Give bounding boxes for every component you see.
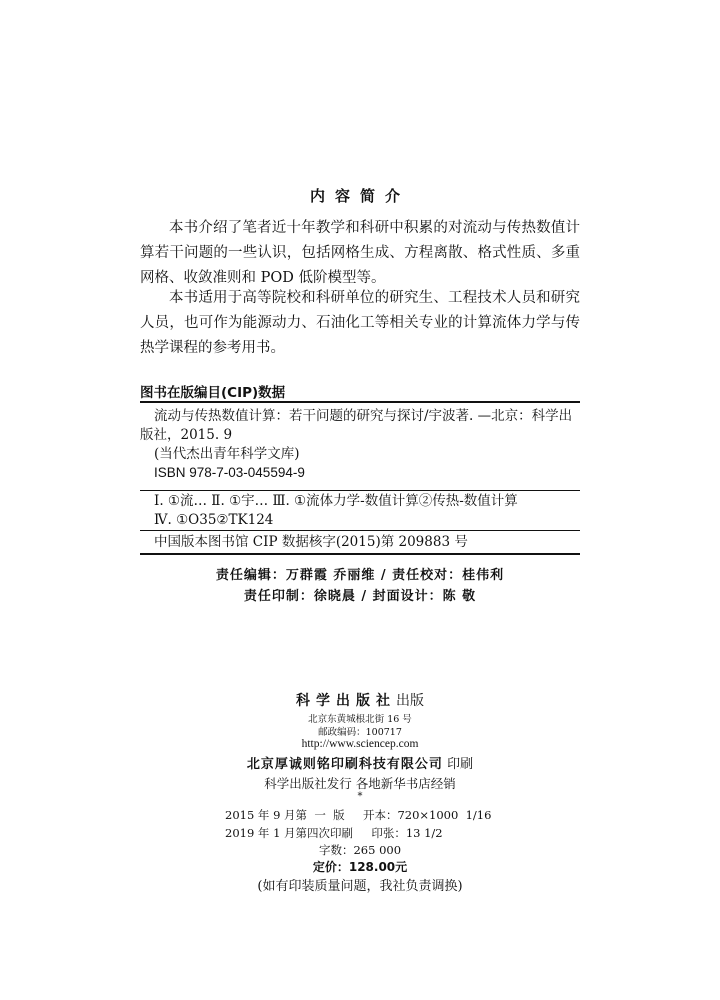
publisher-postal: 邮政编码：100717 xyxy=(318,727,402,738)
staff-line-1: 责任编辑：万群霞 乔丽维 / 责任校对：桂伟利 xyxy=(215,568,505,583)
price: 定价：128.00元 xyxy=(312,860,408,874)
cip-classification xyxy=(154,492,580,530)
edition-line-2: 2019 年 1 月第四次印刷 印张：13 1/2 xyxy=(225,826,443,840)
quality-note: (如有印装质量问题，我社负责调换) xyxy=(257,879,463,894)
publisher-address: 北京东黄城根北街 16 号 xyxy=(308,714,412,725)
publisher-url: http://www.sciencep.com xyxy=(301,738,419,750)
publisher-name: 科学出版社 xyxy=(296,693,396,709)
cip-top-rule xyxy=(140,401,580,403)
cip-entry: 流动与传热数值计算：若干问题的研究与探讨/宇波著. —北京：科学出版社，2015. 9 xyxy=(140,408,573,443)
cip-classification-line-2: Ⅳ. ①O35②TK124 xyxy=(154,512,274,528)
printer-line xyxy=(0,753,720,772)
abstract-title: 内容简介 xyxy=(309,187,410,205)
publisher-suffix: 出版 xyxy=(396,693,424,709)
word-count: 字数：265 000 xyxy=(318,843,402,857)
cip-check-number: 中国版本图书馆 CIP 数据核字(2015)第 209883 号 xyxy=(154,534,468,550)
printer-suffix: 印刷 xyxy=(447,757,474,772)
separator-star: * xyxy=(357,791,363,802)
cip-divider-2 xyxy=(140,530,580,531)
staff-line-2: 责任印制：徐晓晨 / 封面设计：陈 敬 xyxy=(243,589,477,604)
edition-line-1: 2015 年 9 月第 一 版 开本：720×1000 1/16 xyxy=(225,808,492,822)
abstract-paragraph-1: 本书介绍了笔者近十年教学和科研中积累的对流动与传热数值计算若干问题的一些认识，包括网格生成、方程离散、格式性质、多重网格、收敛准则和 POD 低阶模型等。 xyxy=(140,220,580,286)
cip-isbn: ISBN 978-7-03-045594-9 xyxy=(154,465,305,480)
abstract-paragraph-2: 本书适用于高等院校和科研单位的研究生、工程技术人员和研究人员，也可作为能源动力、石油化工等相关专业的计算流体力学与传热学课程的参考用书。 xyxy=(140,290,580,356)
cip-divider-1 xyxy=(140,490,580,491)
distribution-line: 科学出版社发行 各地新华书店经销 xyxy=(264,776,456,791)
cip-heading: 图书在版编目(CIP)数据 xyxy=(140,385,286,401)
printer-name: 北京厚诚则铭印刷科技有限公司 xyxy=(246,757,443,772)
cip-series: (当代杰出青年科学文库) xyxy=(154,446,300,462)
publisher-line xyxy=(0,690,720,710)
cip-bottom-rule xyxy=(140,553,580,555)
cip-classification-line-1: Ⅰ. ①流… Ⅱ. ①宇… Ⅲ. ①流体力学-数值计算②传热-数值计算 xyxy=(154,493,518,509)
